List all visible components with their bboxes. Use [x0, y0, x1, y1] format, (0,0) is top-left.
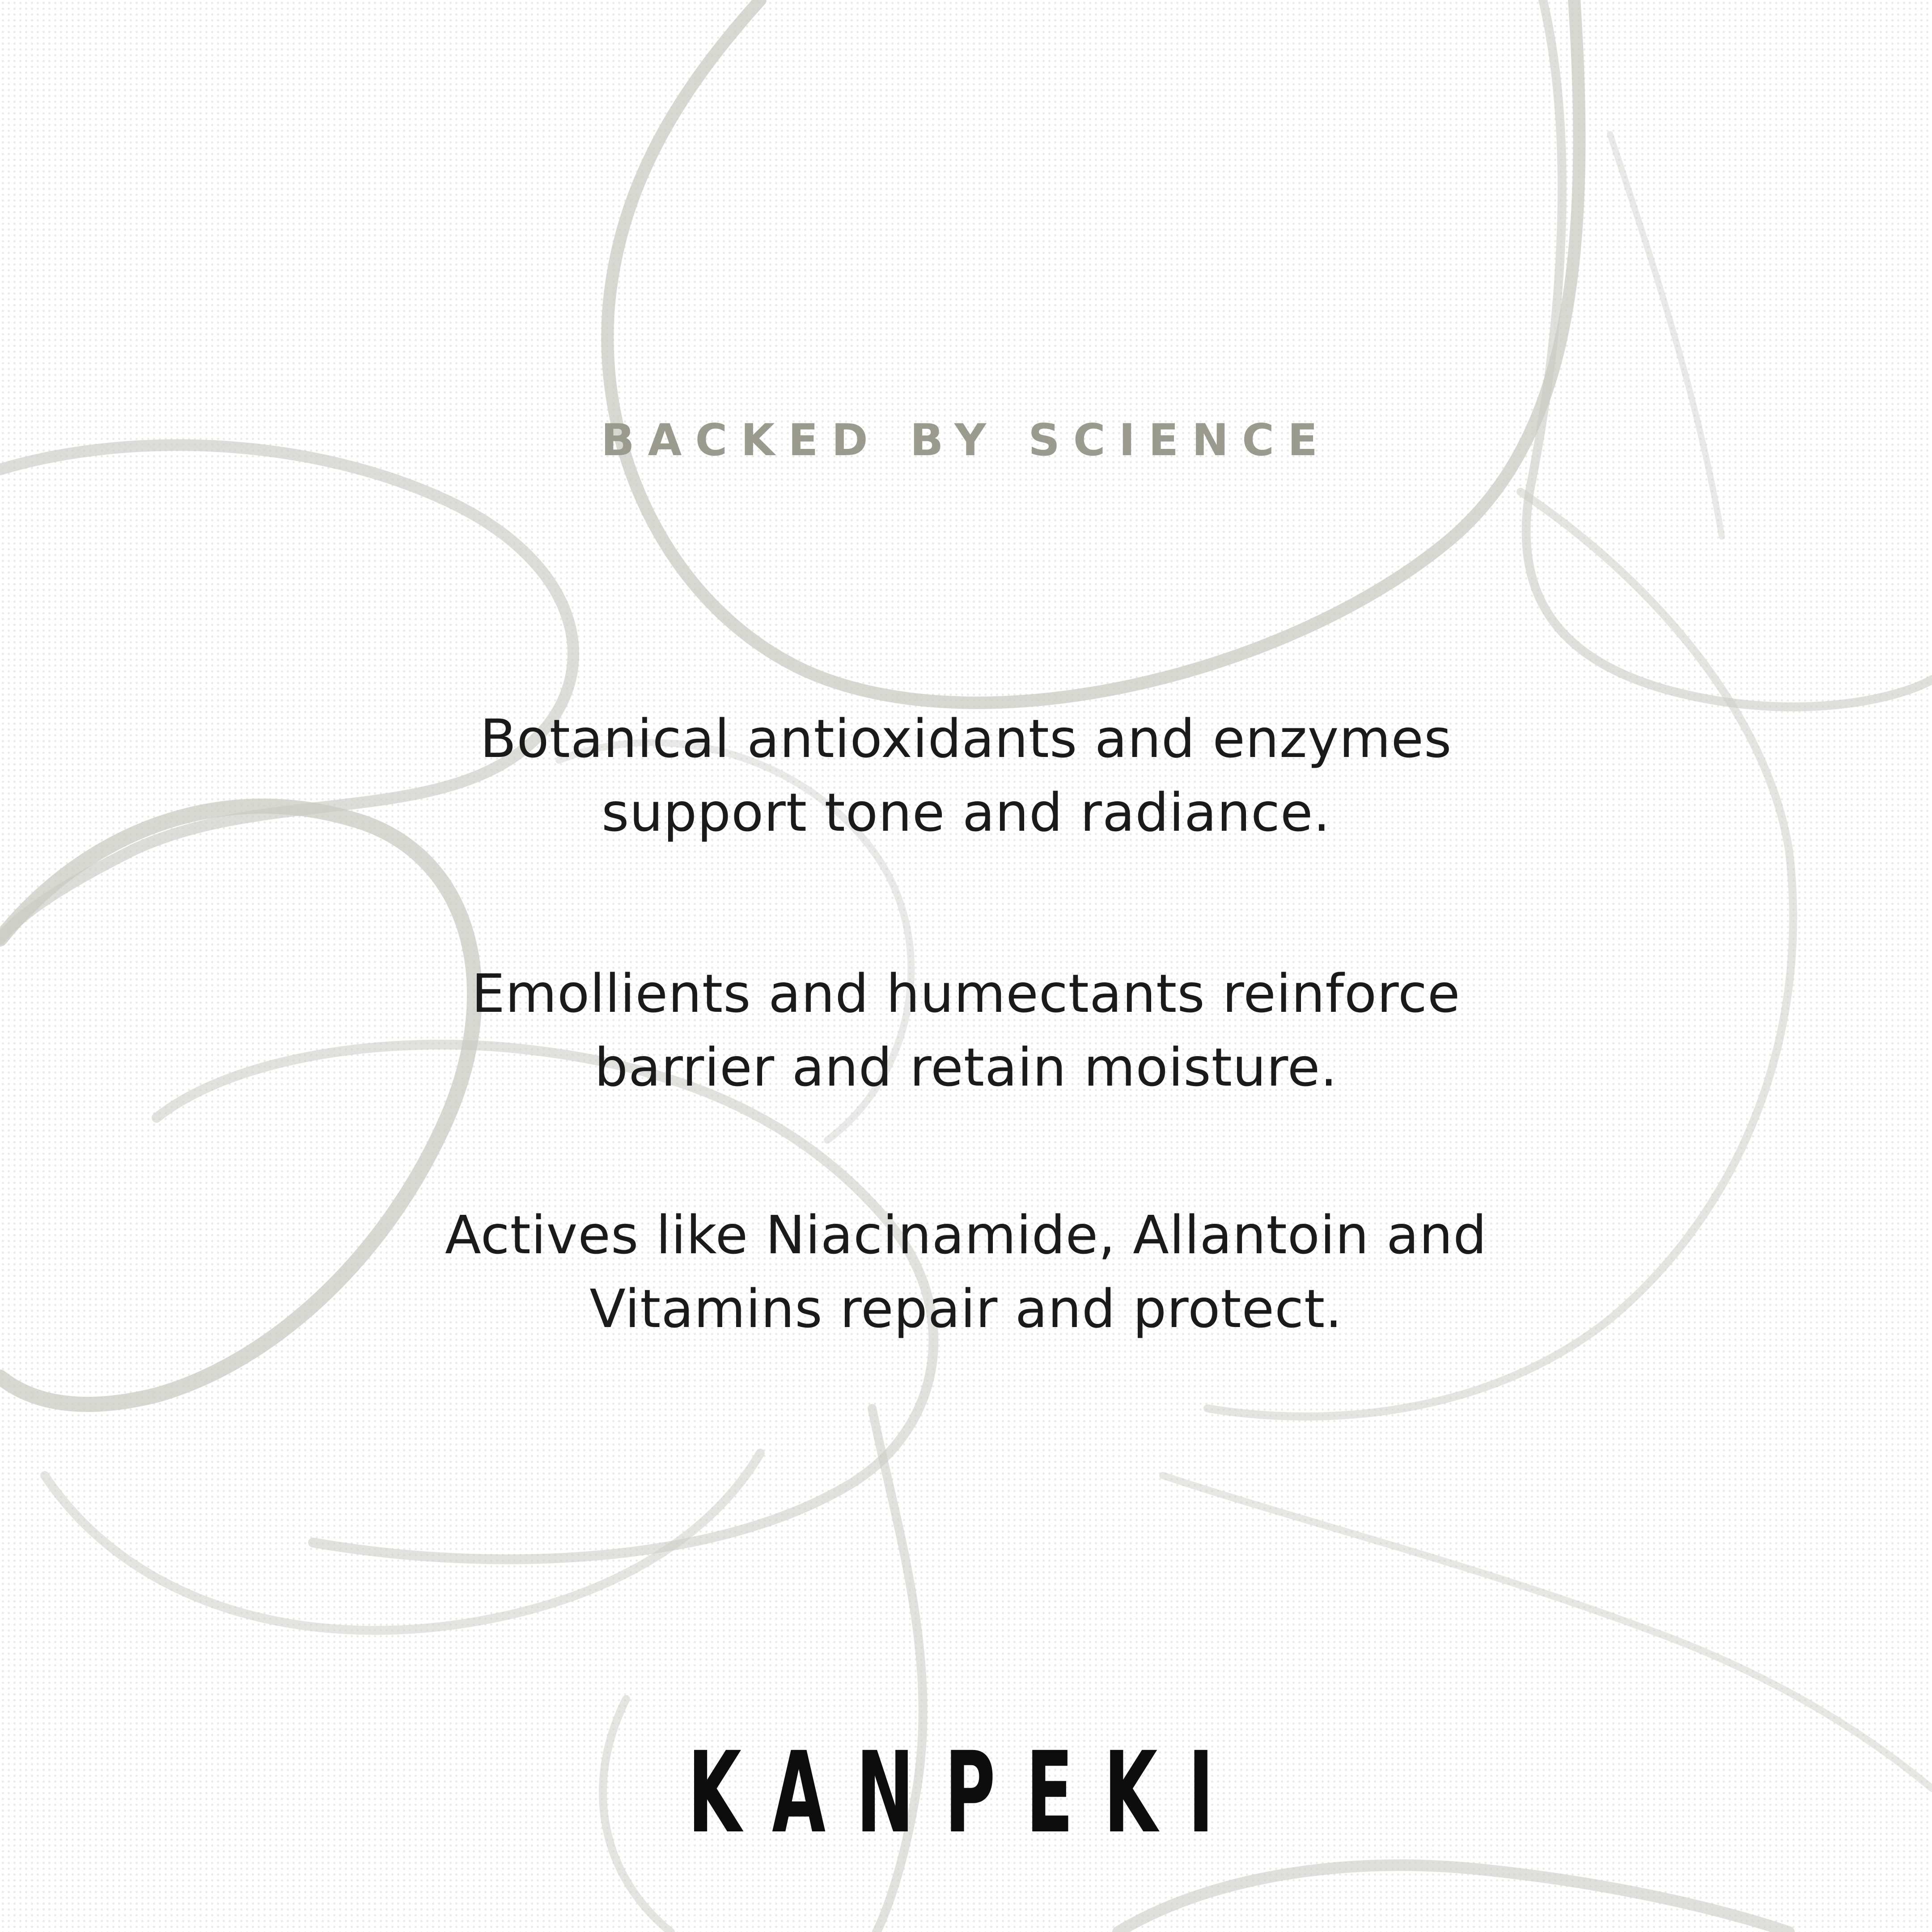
loop-stroke — [1610, 134, 1722, 537]
loop-stroke — [607, 0, 1579, 703]
brand-logo: KANPEKI — [687, 1728, 1245, 1858]
paragraph-line: Actives like Niacinamide, Allantoin and — [445, 1204, 1487, 1266]
paragraph-line: barrier and retain moisture. — [594, 1036, 1338, 1098]
loop-stroke — [1118, 1865, 1789, 1932]
paragraph-line: Vitamins repair and protect. — [589, 1278, 1343, 1340]
benefit-paragraph — [0, 957, 1932, 1104]
paragraph-line: support tone and radiance. — [601, 782, 1330, 843]
benefit-paragraph — [0, 1198, 1932, 1346]
loop-stroke — [1526, 0, 1932, 707]
loop-stroke — [45, 1453, 760, 1630]
benefit-paragraph — [0, 702, 1932, 850]
paragraph-line: Emollients and humectants reinforce — [471, 963, 1461, 1024]
section-heading: BACKED BY SCIENCE — [601, 415, 1331, 466]
paragraph-line: Botanical antioxidants and enzymes — [480, 708, 1452, 769]
